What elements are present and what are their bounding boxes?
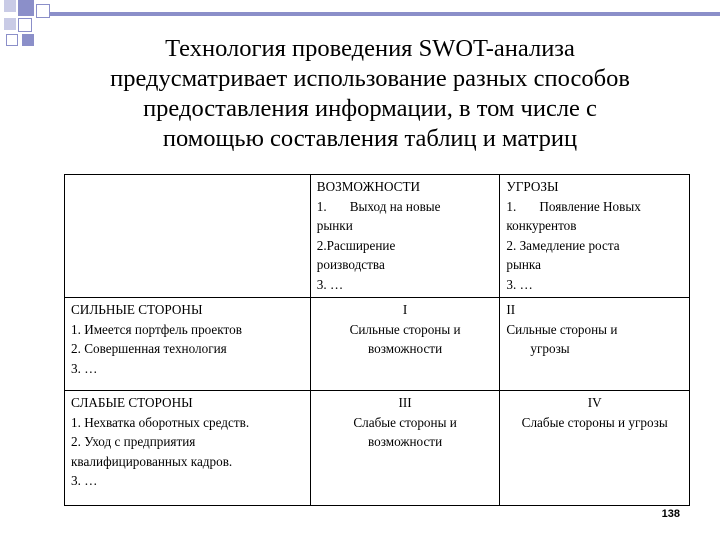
strengths-line: 3. … [71,360,98,376]
empty-corner-cell [65,175,311,298]
threats-cell [500,175,690,298]
opportunities-line: рынки [316,218,353,233]
threats-header: УГРОЗЫ [506,179,559,194]
corner-decoration-square [22,34,34,46]
threats-line: рынка [506,257,541,272]
weaknesses-line: 3. … [71,473,98,488]
corner-decoration-square [4,18,16,30]
threats-line: 1. Появление Новых [506,198,641,214]
quadrant-line: возможности [368,434,443,449]
table-row [65,391,690,506]
corner-decoration-square [6,34,18,46]
opportunities-line: роизводства [316,257,385,272]
weaknesses-cell [65,391,311,506]
weaknesses-header: СЛАБЫЕ СТОРОНЫ [71,395,193,410]
page-number: 138 [661,508,680,520]
weaknesses-line: квалифицированных кадров. [71,453,233,469]
opportunities-header: ВОЗМОЖНОСТИ [316,179,421,194]
quadrant-numeral: I [402,302,408,317]
quadrant-line: Сильные стороны и [349,321,461,337]
title-line: Технология проведения SWOT-анализа [165,35,575,62]
quadrant-numeral: II [506,302,516,317]
threats-line: 2. Замедление роста [506,237,620,253]
title-line: предоставления информации, в том числе с [143,95,597,122]
weaknesses-line: 2. Уход с предприятия [71,434,196,449]
title-line: предусматривает использование разных способов [110,65,630,92]
strengths-cell [65,298,311,391]
opportunities-cell [310,175,500,298]
slide-title [40,34,700,154]
corner-decoration-square [36,4,50,18]
quadrant-numeral: IV [587,395,602,410]
swot-matrix-table [64,174,690,506]
threats-line: конкурентов [506,218,577,233]
quadrant-II-cell [500,298,690,391]
table-row [65,175,690,298]
opportunities-line: 1. Выход на новые [316,198,441,214]
quadrant-line: Сильные стороны и [506,321,618,337]
opportunities-line: 2.Расширение [316,237,396,253]
quadrant-III-cell [310,391,500,506]
quadrant-I-cell [310,298,500,391]
corner-decoration-square [4,0,16,12]
corner-decoration-square [18,18,32,32]
quadrant-IV-cell [500,391,690,506]
corner-decoration-square [18,0,34,16]
threats-line: 3. … [506,276,533,292]
quadrant-numeral: III [398,395,412,410]
title-line: помощью составления таблиц и матриц [162,125,578,152]
corner-decoration-bar [50,12,720,16]
quadrant-line: Слабые стороны и угрозы [521,414,668,430]
weaknesses-line: 1. Нехватка оборотных средств. [71,414,250,430]
quadrant-line: Слабые стороны и [353,414,457,430]
quadrant-line: угрозы [530,341,570,356]
opportunities-line: 3. … [316,276,344,292]
strengths-header: СИЛЬНЫЕ СТОРОНЫ [71,302,203,317]
strengths-line: 2. Совершенная технология [71,341,227,356]
table-row [65,298,690,391]
quadrant-line: возможности [368,341,443,356]
strengths-line: 1. Имеется портфель проектов [71,321,242,337]
